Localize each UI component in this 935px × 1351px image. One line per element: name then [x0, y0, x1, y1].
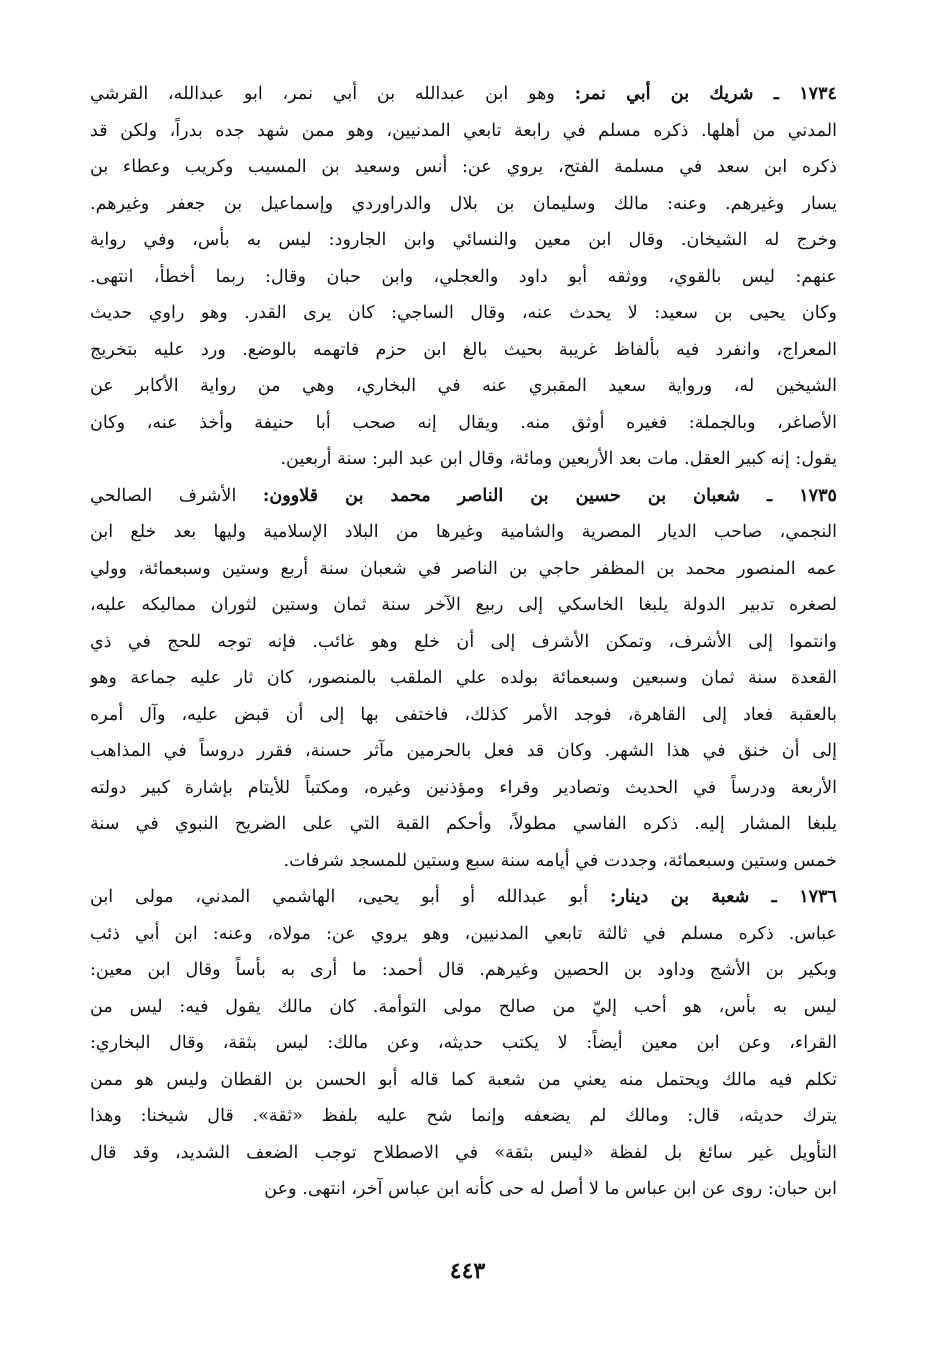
text-line — [90, 478, 837, 515]
text-line — [90, 660, 837, 697]
line-text: عمه المنصور محمد بن المظفر حاجي بن الناصر في شعبان سنة أربع وستين وسبعمائة، وولي — [90, 558, 837, 579]
line-text: خمس وستين وسبعمائة، وجددت في أيامه سنة سبع وستين للمسجد شرفات. — [283, 850, 837, 871]
text-line — [90, 332, 837, 369]
text-line — [90, 952, 837, 989]
text-line — [90, 843, 837, 880]
line-text: إلى أن خنق في هذا الشهر. وكان قد فعل بالحرمين مآثر حسنة، فقرر دروساً في المذاهب — [90, 741, 837, 761]
line-text: يسار وغيرهم. وعنه: مالك وسليمان بن بلال والدراوردي وإسماعيل بن جعفر وغيرهم. — [90, 193, 837, 214]
text-line — [90, 879, 837, 916]
text-line — [90, 806, 837, 843]
page-body — [90, 76, 837, 1208]
text-line — [90, 514, 837, 551]
line-text: التأويل غير سائغ بل لفظة «ليس بثقة» في الاصطلاح توجب الضعف الشديد، وقد قال — [90, 1142, 837, 1163]
text-line — [90, 587, 837, 624]
line-text: المدني من أهلها. ذكره مسلم في رابعة تابعي المدنيين، وهو ممن شهد جده بدراً، ولكن قد — [90, 120, 837, 141]
text-line — [90, 697, 837, 734]
text-line — [90, 1062, 837, 1099]
text-line — [90, 259, 837, 296]
line-text: وبكير بن الأشج وداود بن الحصين وغيرهم. قال أحمد: ما أرى به بأساً وقال ابن معين: — [90, 960, 837, 980]
line-text: النجمي، صاحب الديار المصرية والشامية وغيرها من البلاد الإسلامية وليها بعد خلع ابن — [90, 522, 837, 542]
entry-heading: ١٧٣٦ ـ شعبة بن دينار: — [609, 886, 837, 907]
line-text: وهو ابن عبدالله بن أبي نمر، ابو عبدالله، القرشي — [90, 84, 575, 104]
line-text: ذكره ابن سعد في مسلمة الفتح، يروي عن: أنس وسعيد بن المسيب وكريب وعطاء بن — [90, 157, 837, 177]
text-line — [90, 1171, 837, 1208]
biography-entry — [90, 76, 837, 478]
text-line — [90, 624, 837, 661]
text-line — [90, 113, 837, 150]
text-line — [90, 295, 837, 332]
text-line — [90, 551, 837, 588]
line-text: وانتموا إلى الأشرف، وتمكن الأشرف إلى أن خلع وهو غائب. فإنه توجه للحج في ذي — [90, 631, 837, 652]
line-text: يلبغا المشار إليه. ذكره الفاسي مطولاً، وأحكم القبة التي على الضريح النبوي في سنة — [90, 814, 837, 834]
text-line — [90, 368, 837, 405]
text-line — [90, 1098, 837, 1135]
line-text: لصغره تدبير الدولة يلبغا الخاسكي إلى ربيع الآخر سنة ثمان وستين لثوران مماليكه عليه، — [90, 595, 837, 615]
entry-heading: ١٧٣٤ ـ شريك بن أبي نمر: — [574, 83, 837, 104]
line-text: يترك حديثه، قال: ومالك لم يضعفه وإنما شح عليه بلفظ «ثقة». قال شيخنا: وهذا — [90, 1106, 837, 1126]
text-line — [90, 405, 837, 442]
line-text: بالعقبة فعاد إلى القاهرة، فوجد الأمر كذلك، فاختفى بها إلى أن قبض عليه، وآل أمره — [90, 704, 837, 725]
text-line — [90, 989, 837, 1026]
line-text: الأربعة ودرساً في الحديث وتصادير وقراء ومؤذنين وغيره، ومكتباً للأيتام بإشارة كبير دولته — [90, 777, 837, 798]
line-text: ابن حبان: روى عن ابن عباس ما لا أصل له حى كأنه ابن عباس آخر، انتهى. وعن — [264, 1179, 837, 1199]
text-line — [90, 1025, 837, 1062]
line-text: عباس. ذكره مسلم في ثالثة تابعي المدنيين، وهو يروي عن: مولاه، وعنه: ابن أبي ذئب — [90, 923, 837, 944]
page-number: ٤٤٣ — [449, 1258, 486, 1284]
line-text: أبو عبدالله أو أبو يحيى، الهاشمي المدني، مولى ابن — [90, 887, 610, 907]
text-line — [90, 770, 837, 807]
text-line — [90, 76, 837, 113]
line-text: المعراج، وانفرد فيه بألفاظ غريبة بحيث بالغ ابن حزم فاتهمه بالوضع. ورد عليه بتخريج — [90, 339, 837, 360]
text-line — [90, 186, 837, 223]
line-text: القعدة سنة ثمان وسبعين وسبعمائة بولده علي الملقب بالمنصور، كان ثار عليه جماعة وهو — [90, 668, 837, 688]
line-text: يقول: إنه كبير العقل. مات بعد الأربعين ومائة، وقال ابن عبد البر: سنة أربعين. — [280, 449, 837, 469]
biography-entry — [90, 478, 837, 880]
text-line — [90, 149, 837, 186]
line-text: تكلم فيه مالك ويحتمل منه يعني من شعبة كما قاله أبو الحسن بن القطان وليس هو ممن — [90, 1069, 837, 1090]
biography-entry — [90, 879, 837, 1208]
line-text: القراء، وعن ابن معين أيضاً: لا يكتب حديثه، وعن مالك: ليس بثقة، وقال البخاري: — [90, 1033, 837, 1053]
line-text: عنهم: ليس بالقوي، ووثقه أبو داود والعجلي، وابن حبان وقال: ربما أخطأ، انتهى. — [90, 266, 837, 287]
text-line — [90, 441, 837, 478]
line-text: وخرج له الشيخان. وقال ابن معين والنسائي وابن الجارود: ليس به بأس، وفي رواية — [90, 230, 837, 250]
text-line — [90, 222, 837, 259]
line-text: الأصاغر، وبالجملة: فغيره أوثق منه. ويقال إنه صحب أبا حنيفة وأخذ عنه، وكان — [90, 412, 837, 433]
line-text: الشيخين له، ورواية سعيد المقبري عنه في البخاري، وهي من رواية الأكابر عن — [90, 376, 837, 396]
text-line — [90, 916, 837, 953]
line-text: الأشرف الصالحي — [90, 485, 263, 506]
entry-heading: ١٧٣٥ ـ شعبان بن حسين بن الناصر محمد بن قلاوون: — [262, 484, 837, 506]
text-line — [90, 1135, 837, 1172]
line-text: وكان يحيى بن سعيد: لا يحدث عنه، وقال الساجي: كان يرى القدر. وهو راوي حديث — [90, 303, 837, 323]
text-line — [90, 733, 837, 770]
line-text: ليس به بأس، هو أحب إليّ من صالح مولى التوأمة. كان مالك يقول فيه: ليس من — [90, 996, 837, 1017]
